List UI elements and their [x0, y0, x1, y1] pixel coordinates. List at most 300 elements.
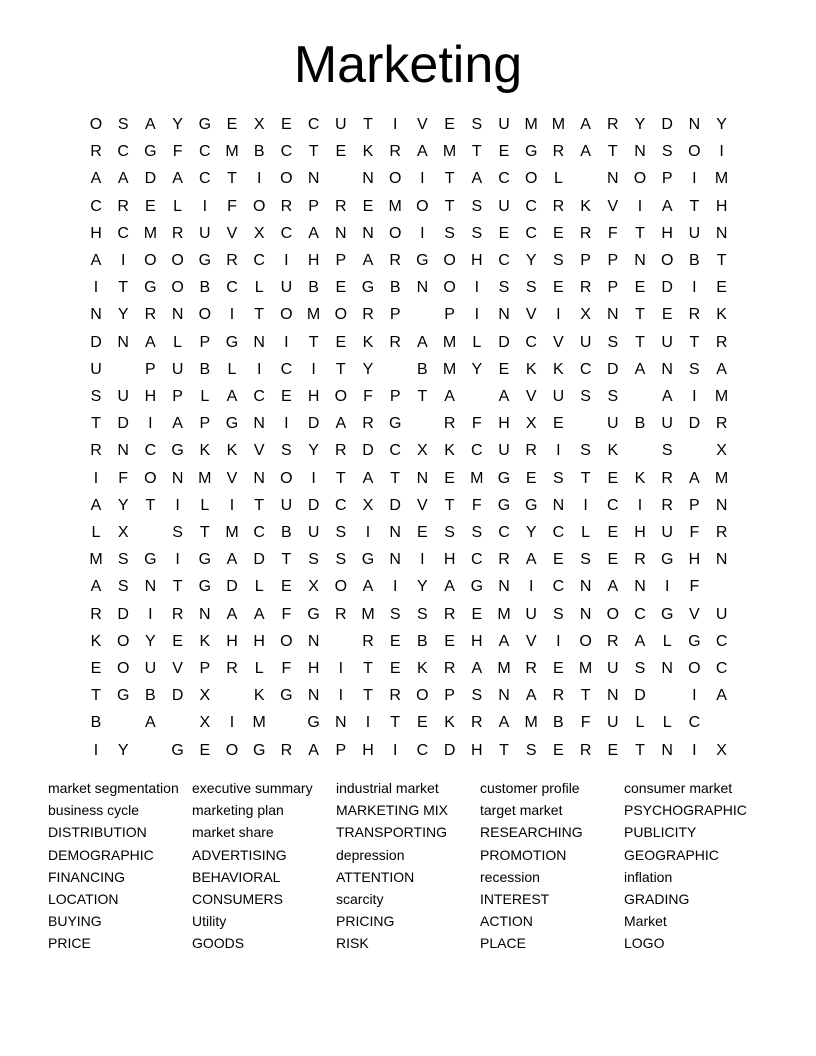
- grid-letter: R: [607, 632, 619, 650]
- grid-letter: L: [200, 496, 210, 514]
- word-list-item: GRADING: [624, 891, 690, 907]
- grid-letter: G: [198, 551, 212, 569]
- grid-letter: I: [392, 741, 398, 759]
- grid-letter: I: [692, 279, 697, 297]
- word-list-item: PSYCHOGRAPHIC: [624, 802, 747, 819]
- grid-letter: C: [199, 143, 211, 161]
- grid-letter: I: [637, 496, 643, 514]
- grid-letter: U: [661, 524, 673, 541]
- grid-letter: R: [715, 333, 728, 351]
- grid-letter: O: [334, 578, 348, 596]
- grid-letter: I: [284, 252, 289, 269]
- grid-letter: R: [335, 197, 347, 215]
- grid-letter: E: [634, 279, 646, 297]
- grid-letter: D: [688, 415, 701, 433]
- grid-letter: G: [280, 687, 293, 705]
- grid-letter: E: [335, 279, 347, 297]
- grid-letter: U: [607, 714, 619, 732]
- grid-letter: G: [198, 252, 212, 269]
- grid-letter: D: [90, 333, 102, 351]
- grid-letter: T: [444, 170, 455, 188]
- grid-letter: B: [253, 143, 265, 161]
- grid-letter: M: [714, 170, 729, 188]
- grid-letter: I: [637, 197, 643, 215]
- grid-letter: D: [226, 578, 238, 596]
- grid-letter: K: [90, 632, 102, 650]
- grid-letter: R: [471, 714, 483, 732]
- grid-letter: I: [420, 170, 425, 188]
- grid-letter: R: [389, 252, 401, 269]
- grid-letter: N: [335, 714, 347, 732]
- grid-letter: O: [388, 170, 402, 188]
- grid-letter: A: [716, 687, 727, 705]
- grid-letter: U: [498, 197, 510, 215]
- grid-letter: A: [145, 333, 156, 351]
- grid-letter: I: [365, 714, 371, 732]
- grid-letter: H: [471, 632, 483, 650]
- grid-letter: E: [444, 469, 455, 487]
- grid-letter: T: [254, 496, 265, 514]
- grid-letter: I: [229, 306, 235, 324]
- grid-letter: S: [471, 524, 483, 541]
- grid-letter: C: [335, 496, 347, 514]
- grid-letter: D: [117, 415, 129, 433]
- grid-letter: E: [172, 632, 183, 650]
- grid-letter: F: [227, 197, 237, 215]
- grid-letter: K: [253, 687, 265, 705]
- grid-letter: N: [307, 687, 320, 705]
- grid-letter: N: [715, 224, 728, 242]
- grid-letter: S: [553, 605, 564, 623]
- grid-letter: D: [389, 496, 401, 514]
- grid-letter: E: [607, 469, 619, 487]
- grid-letter: O: [116, 660, 130, 677]
- grid-letter: O: [633, 170, 647, 188]
- grid-letter: M: [442, 143, 457, 161]
- grid-letter: F: [607, 224, 618, 242]
- grid-letter: I: [719, 143, 724, 161]
- grid-letter: S: [661, 442, 673, 460]
- grid-letter: A: [90, 496, 102, 514]
- grid-letter: D: [307, 415, 320, 433]
- grid-letter: O: [579, 632, 592, 650]
- grid-letter: F: [689, 578, 700, 596]
- word-list-item: DISTRIBUTION: [48, 824, 147, 841]
- grid-letter: E: [553, 660, 564, 677]
- grid-letter: P: [607, 279, 619, 297]
- grid-letter: H: [471, 252, 483, 269]
- grid-letter: R: [226, 660, 238, 677]
- grid-letter: G: [361, 279, 375, 297]
- grid-letter: V: [525, 306, 537, 324]
- grid-letter: R: [280, 197, 293, 215]
- grid-letter: M: [361, 605, 375, 623]
- grid-letter: A: [525, 687, 537, 705]
- grid-letter: R: [688, 306, 701, 324]
- grid-letter: K: [444, 442, 455, 460]
- grid-letter: K: [607, 442, 619, 460]
- grid-letter: T: [227, 170, 237, 188]
- grid-letter: C: [525, 197, 537, 215]
- word-list-item: MARKETING MIX: [336, 802, 449, 819]
- grid-letter: O: [252, 197, 266, 215]
- grid-letter: T: [308, 333, 319, 351]
- grid-letter: N: [416, 469, 429, 487]
- grid-letter: N: [498, 578, 510, 596]
- grid-letter: A: [661, 388, 673, 405]
- grid-letter: C: [117, 224, 129, 242]
- grid-letter: K: [199, 442, 211, 460]
- grid-letter: D: [661, 116, 673, 133]
- grid-letter: V: [607, 197, 619, 215]
- grid-letter: B: [281, 524, 292, 541]
- grid-letter: F: [118, 469, 129, 487]
- grid-letter: R: [525, 442, 537, 460]
- grid-letter: P: [172, 388, 183, 405]
- grid-letter: N: [688, 116, 701, 133]
- grid-letter: K: [634, 469, 646, 487]
- grid-letter: N: [715, 551, 728, 569]
- grid-letter: L: [254, 660, 264, 677]
- grid-letter: E: [607, 551, 619, 569]
- grid-letter: E: [335, 143, 347, 161]
- grid-letter: M: [551, 116, 566, 133]
- grid-letter: E: [199, 741, 211, 759]
- word-list-item: TRANSPORTING: [336, 824, 447, 841]
- grid-letter: T: [118, 279, 129, 297]
- grid-letter: O: [144, 252, 157, 269]
- grid-letter: A: [444, 578, 455, 596]
- grid-letter: O: [334, 388, 348, 405]
- grid-letter: N: [307, 170, 320, 188]
- grid-letter: L: [581, 524, 591, 541]
- grid-letter: T: [363, 660, 373, 677]
- grid-letter: H: [471, 741, 483, 759]
- grid-letter: P: [444, 687, 455, 705]
- grid-letter: C: [552, 524, 565, 541]
- grid-letter: M: [388, 197, 402, 215]
- grid-letter: X: [308, 578, 319, 596]
- grid-letter: G: [688, 632, 701, 650]
- word-list-item: market segmentation: [48, 780, 179, 796]
- grid-letter: C: [525, 224, 537, 242]
- grid-letter: R: [90, 442, 102, 460]
- grid-letter: E: [661, 306, 673, 324]
- grid-letter: T: [335, 360, 346, 378]
- word-list-item: inflation: [624, 868, 673, 885]
- grid-letter: R: [389, 333, 401, 351]
- word-list-item: Utility: [192, 913, 227, 930]
- grid-letter: U: [715, 605, 728, 623]
- grid-letter: U: [117, 388, 129, 405]
- grid-letter: K: [444, 714, 455, 732]
- grid-letter: G: [470, 578, 484, 596]
- grid-letter: B: [417, 360, 428, 378]
- grid-letter: H: [443, 551, 456, 569]
- grid-letter: M: [714, 469, 729, 487]
- grid-letter: S: [525, 279, 537, 297]
- grid-letter: M: [470, 469, 484, 487]
- grid-letter: T: [390, 714, 401, 732]
- grid-letter: V: [253, 442, 265, 460]
- grid-letter: N: [634, 143, 646, 161]
- grid-letter: Y: [117, 306, 129, 324]
- grid-letter: D: [171, 687, 184, 705]
- grid-letter: F: [281, 605, 292, 623]
- grid-letter: R: [389, 143, 401, 161]
- word-list-item: BEHAVIORAL: [192, 868, 281, 885]
- grid-letter: C: [552, 578, 565, 596]
- grid-letter: G: [524, 496, 538, 514]
- grid-letter: C: [607, 496, 619, 514]
- grid-letter: R: [715, 524, 728, 541]
- grid-letter: R: [552, 143, 565, 161]
- grid-letter: L: [662, 714, 672, 732]
- grid-letter: A: [444, 388, 455, 405]
- grid-letter: R: [335, 605, 347, 623]
- grid-letter: E: [553, 551, 564, 569]
- word-list-item: ADVERTISING: [192, 846, 287, 863]
- grid-letter: L: [173, 333, 183, 351]
- grid-letter: S: [607, 333, 619, 351]
- grid-letter: O: [116, 632, 130, 650]
- grid-letter: E: [607, 524, 619, 541]
- grid-letter: I: [120, 252, 126, 269]
- grid-letter: T: [444, 197, 455, 215]
- grid-letter: C: [715, 632, 728, 650]
- grid-letter: N: [90, 306, 102, 324]
- grid-letter: A: [90, 170, 102, 188]
- grid-letter: X: [199, 714, 211, 732]
- grid-letter: K: [525, 360, 537, 378]
- grid-letter: I: [420, 551, 425, 569]
- grid-letter: D: [307, 496, 320, 514]
- grid-letter: L: [91, 524, 101, 541]
- grid-letter: A: [226, 605, 238, 623]
- grid-letter: M: [89, 551, 103, 569]
- grid-letter: M: [714, 388, 729, 405]
- grid-letter: G: [361, 551, 375, 569]
- grid-letter: T: [145, 496, 156, 514]
- grid-letter: O: [334, 306, 348, 324]
- grid-letter: S: [417, 605, 428, 623]
- grid-letter: Y: [525, 524, 537, 541]
- word-list-item: GOODS: [192, 935, 245, 952]
- grid-letter: I: [229, 496, 235, 514]
- grid-letter: Y: [145, 632, 156, 650]
- grid-letter: N: [607, 687, 619, 705]
- grid-letter: L: [553, 170, 563, 188]
- grid-letter: I: [93, 741, 99, 759]
- grid-letter: E: [498, 360, 510, 378]
- grid-letter: I: [556, 632, 561, 650]
- grid-letter: K: [362, 333, 374, 351]
- grid-letter: C: [199, 170, 211, 188]
- grid-letter: Y: [417, 578, 428, 596]
- grid-letter: G: [144, 551, 157, 569]
- grid-letter: G: [198, 116, 212, 133]
- grid-letter: U: [171, 360, 184, 378]
- grid-letter: R: [552, 687, 565, 705]
- grid-letter: U: [498, 116, 510, 133]
- grid-letter: R: [362, 306, 374, 324]
- grid-letter: R: [362, 632, 374, 650]
- grid-letter: C: [226, 279, 238, 297]
- grid-letter: N: [253, 333, 265, 351]
- grid-letter: I: [556, 442, 561, 460]
- grid-letter: N: [117, 442, 129, 460]
- grid-letter: O: [688, 660, 701, 677]
- grid-letter: T: [199, 524, 210, 541]
- grid-letter: U: [280, 279, 293, 297]
- grid-letter: I: [175, 551, 180, 569]
- grid-letter: T: [417, 388, 428, 405]
- grid-letter: D: [607, 360, 619, 378]
- grid-letter: R: [335, 442, 347, 460]
- grid-letter: L: [200, 388, 210, 405]
- grid-letter: R: [634, 551, 646, 569]
- grid-letter: N: [634, 252, 646, 269]
- grid-letter: Y: [117, 496, 129, 514]
- grid-letter: S: [117, 578, 129, 596]
- grid-letter: C: [579, 360, 592, 378]
- grid-letter: N: [498, 306, 510, 324]
- grid-letter: T: [308, 143, 319, 161]
- grid-letter: X: [716, 741, 727, 759]
- grid-letter: D: [362, 442, 374, 460]
- grid-letter: K: [226, 442, 238, 460]
- grid-letter: M: [524, 116, 538, 133]
- grid-letter: H: [498, 415, 510, 433]
- grid-letter: T: [499, 741, 509, 759]
- word-list-item: PUBLICITY: [624, 824, 697, 841]
- grid-letter: G: [171, 741, 184, 759]
- grid-letter: C: [715, 660, 728, 677]
- grid-letter: I: [148, 415, 153, 433]
- grid-letter: S: [553, 469, 564, 487]
- grid-letter: P: [199, 415, 211, 433]
- grid-letter: A: [607, 578, 619, 596]
- grid-letter: R: [498, 551, 510, 569]
- grid-letter: P: [444, 306, 455, 324]
- grid-letter: K: [199, 632, 211, 650]
- grid-letter: I: [692, 388, 697, 405]
- grid-letter: P: [580, 252, 591, 269]
- grid-letter: E: [471, 605, 483, 623]
- grid-letter: I: [93, 469, 99, 487]
- grid-letter: C: [280, 360, 293, 378]
- grid-letter: G: [225, 333, 239, 351]
- grid-letter: L: [173, 197, 183, 215]
- grid-letter: A: [634, 632, 646, 650]
- grid-letter: S: [444, 524, 455, 541]
- grid-letter: H: [661, 224, 673, 242]
- grid-letter: S: [90, 388, 102, 405]
- grid-letter: M: [442, 333, 457, 351]
- grid-letter: R: [661, 496, 673, 514]
- grid-letter: R: [579, 741, 592, 759]
- word-list-item: ACTION: [480, 913, 533, 930]
- grid-letter: C: [117, 143, 129, 161]
- grid-letter: U: [688, 224, 701, 242]
- grid-letter: E: [417, 524, 428, 541]
- grid-letter: O: [280, 170, 293, 188]
- grid-letter: S: [525, 741, 537, 759]
- grid-letter: S: [444, 224, 455, 242]
- grid-letter: T: [635, 741, 645, 759]
- grid-letter: A: [634, 360, 646, 378]
- grid-letter: N: [715, 496, 728, 514]
- grid-letter: O: [171, 279, 184, 297]
- word-list-item: PLACE: [480, 935, 526, 952]
- grid-letter: L: [662, 632, 672, 650]
- grid-letter: B: [90, 714, 102, 732]
- grid-letter: I: [229, 714, 235, 732]
- grid-letter: Y: [362, 360, 374, 378]
- grid-letter: U: [525, 605, 537, 623]
- grid-letter: N: [579, 578, 592, 596]
- grid-letter: I: [583, 496, 588, 514]
- grid-letter: N: [171, 306, 184, 324]
- grid-letter: T: [172, 578, 183, 596]
- grid-letter: C: [416, 741, 429, 759]
- grid-letter: L: [472, 333, 482, 351]
- grid-letter: B: [308, 279, 319, 297]
- grid-letter: L: [254, 279, 264, 297]
- grid-letter: E: [498, 224, 510, 242]
- grid-letter: H: [362, 741, 374, 759]
- grid-letter: N: [199, 605, 211, 623]
- grid-letter: R: [443, 660, 456, 677]
- grid-letter: I: [311, 469, 316, 487]
- grid-letter: A: [580, 143, 591, 161]
- grid-letter: H: [715, 197, 728, 215]
- grid-letter: O: [89, 116, 103, 133]
- grid-letter: U: [199, 224, 211, 242]
- grid-letter: R: [715, 415, 728, 433]
- grid-letter: V: [689, 605, 700, 623]
- grid-letter: T: [580, 687, 591, 705]
- grid-letter: M: [198, 469, 212, 487]
- grid-letter: T: [635, 224, 645, 242]
- grid-letter: P: [661, 170, 673, 188]
- grid-letter: A: [471, 660, 483, 677]
- grid-letter: A: [145, 714, 156, 732]
- grid-letter: I: [338, 660, 344, 677]
- grid-letter: C: [307, 116, 320, 133]
- grid-letter: T: [635, 306, 645, 324]
- grid-letter: X: [580, 306, 591, 324]
- grid-letter: T: [254, 306, 265, 324]
- grid-letter: E: [362, 197, 374, 215]
- grid-letter: N: [661, 360, 673, 378]
- grid-letter: C: [253, 524, 265, 541]
- grid-letter: E: [389, 632, 401, 650]
- grid-letter: F: [689, 524, 700, 541]
- grid-letter: X: [253, 224, 265, 242]
- grid-letter: N: [607, 170, 619, 188]
- grid-letter: V: [226, 469, 238, 487]
- grid-letter: T: [335, 469, 346, 487]
- grid-letter: I: [311, 360, 316, 378]
- grid-letter: T: [281, 551, 292, 569]
- grid-letter: R: [90, 143, 102, 161]
- grid-letter: T: [471, 143, 482, 161]
- grid-letter: H: [307, 252, 320, 269]
- grid-letter: A: [308, 224, 319, 242]
- grid-letter: E: [281, 116, 292, 133]
- word-list-item: PRICING: [336, 913, 395, 930]
